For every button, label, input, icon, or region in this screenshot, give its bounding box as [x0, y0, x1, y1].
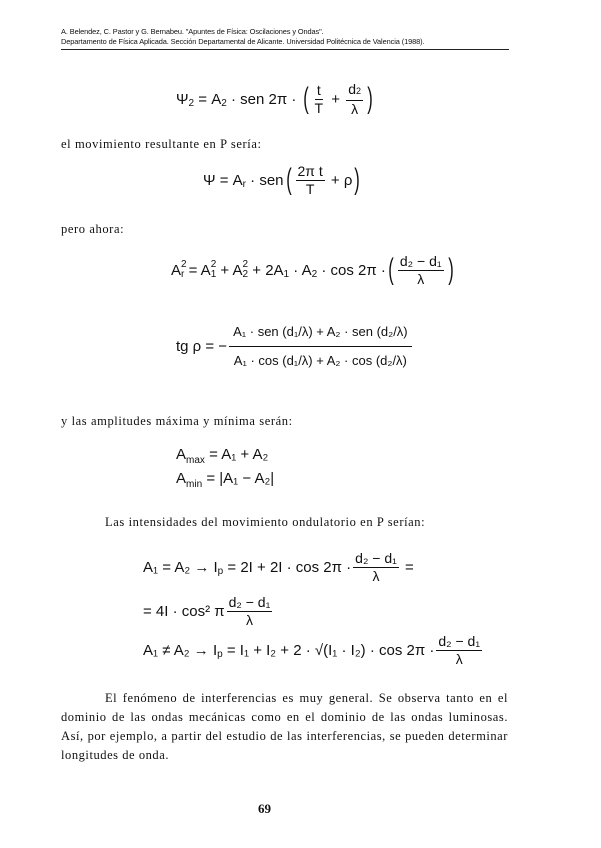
header-rule [61, 49, 509, 50]
page-number: 69 [258, 801, 271, 816]
equation-intensity-equal: A₁ = A₂ → I p = 2I + 2I · cos 2π · $\frac{\text{d₂ − d₁}}{\lambda}$ = [143, 550, 414, 584]
text-now: pero ahora: [61, 222, 125, 236]
equation-amax-amin: $A_{max} = A_1 + A_2$ $A_{min} = |A_1 - A_2|$ [176, 446, 275, 490]
text-amplitudes: y las amplitudes máxima y mínima serán: [61, 414, 293, 428]
paragraph-interference: El fenómeno de interferencias es muy general. Se observa tanto en el dominio de las ondas mecánicas como en el dominio de las ondas luminosas. Así, por ejemplo, a partir del estudio de las interferencias, se pueden determinar longitudes de onda. [61, 691, 508, 762]
text-resultant: el movimiento resultante en P sería: [61, 137, 262, 151]
equation-tg-rho: tg ρ = − $\frac{\text{A₁ · sen (d₁/λ) + A₂ · sen (d₂/λ)}}{\text{A₁ · cos (d₁/λ) + A₂ · cos (d₂/λ)}}$ [176, 318, 414, 375]
header-department: Departamento de Física Aplicada. Sección Departamental de Alicante. Universidad Politécnica de Valencia (1988). [61, 37, 425, 46]
equation-intensity-cos2: = 4I · cos² π $\frac{\text{d₂ − d₁}}{\lambda}$ [143, 594, 271, 628]
text-intensities: Las intensidades del movimiento ondulatorio en P serían: [105, 515, 426, 529]
header-citation: A. Belendez, C. Pastor y G. Bernabeu. "Apuntes de Física: Oscilaciones y Ondas". [61, 27, 324, 36]
equation-intensity-unequal: A₁ ≠ A₂ → I p = I₁ + I₂ + 2 · √(I₁ · I₂) · cos 2π · $\frac{\text{d₂ − d₁}}{\lambda}$ [143, 633, 481, 667]
equation-psi: Ψ = A r · sen ( $\frac{\text{2π t}}{T}$ + ρ ) [203, 163, 361, 197]
equation-psi2: Ψ 2 = A 2 · sen 2π · ( $\frac{t}{T}$ + $\frac{d2}{\lambda}$ ) [176, 81, 373, 117]
equation-ar-squared: A 2 r = A 2 1 + A 2 2 + 2A 1 · A 2 · cos 2π · ( $\frac{\text{d₂ − d₁}}{\lambda}$ ) [171, 253, 454, 287]
